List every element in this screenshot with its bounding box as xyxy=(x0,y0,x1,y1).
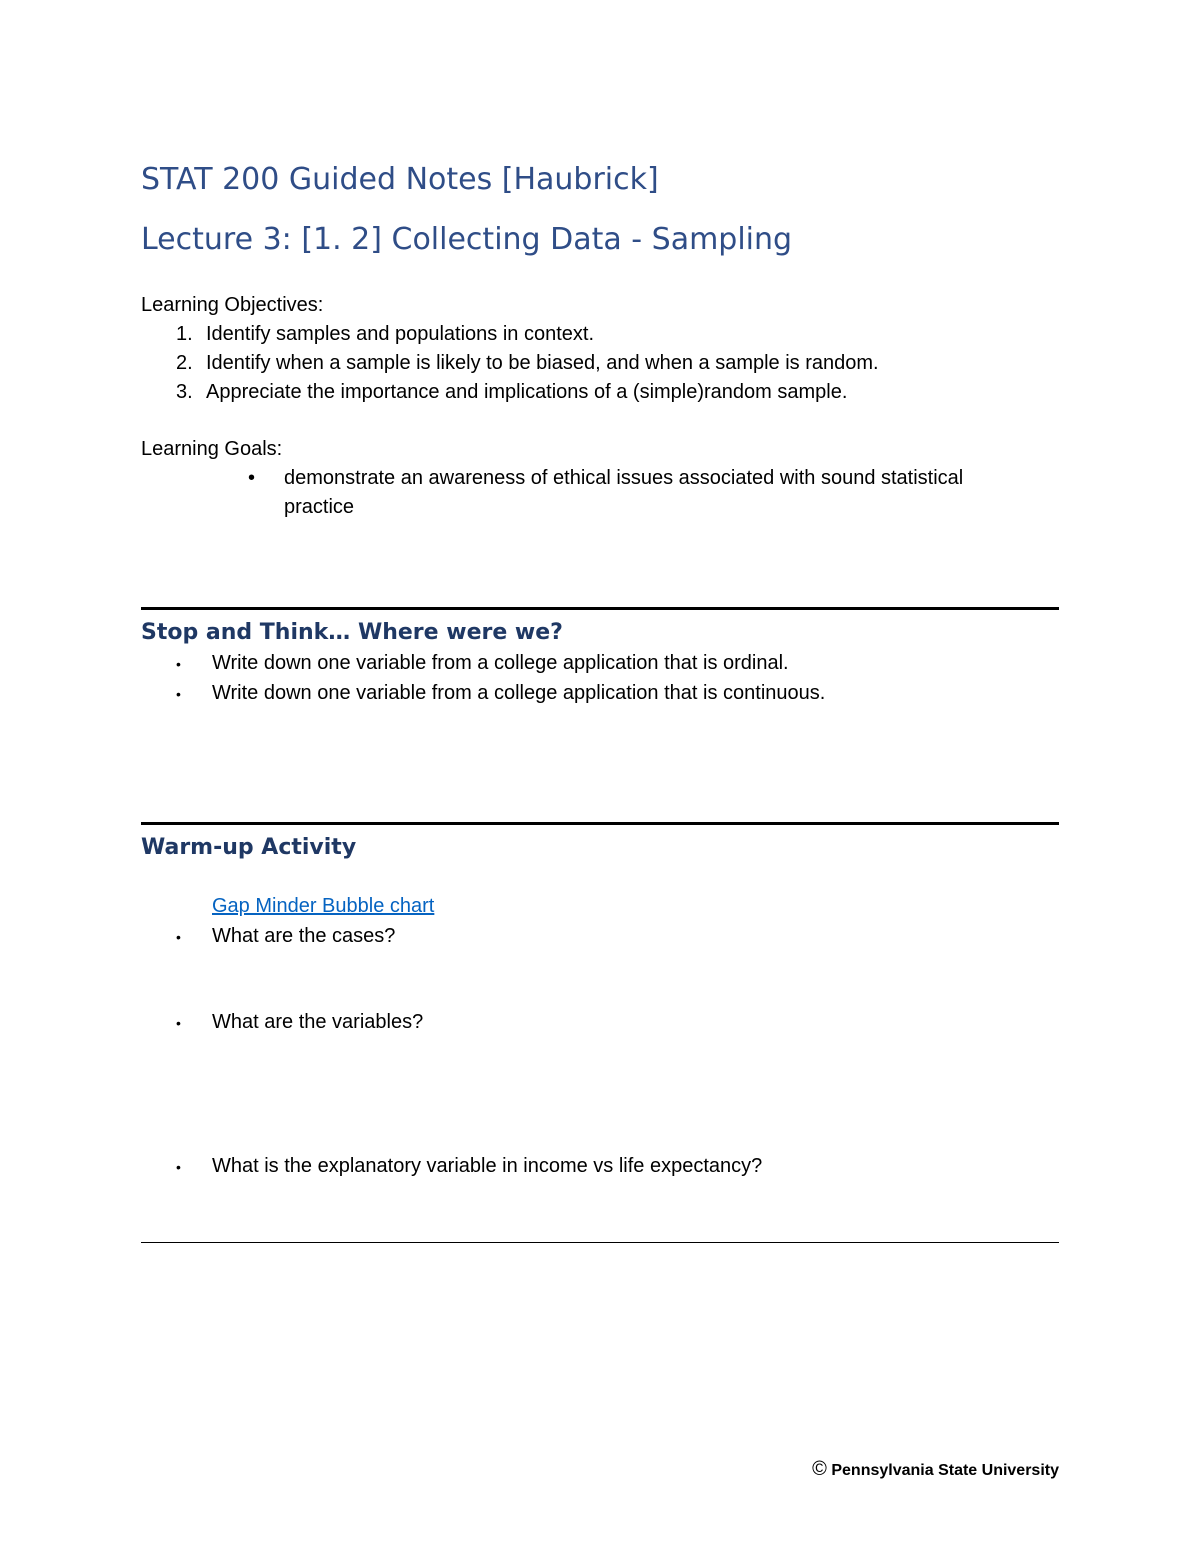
objective-number: 1. xyxy=(176,323,193,345)
bullet-icon: • xyxy=(176,929,181,945)
bullet-icon: • xyxy=(248,467,256,489)
objective-number: 2. xyxy=(176,352,193,374)
warmup-question: What are the variables? xyxy=(212,1011,424,1033)
section-divider xyxy=(141,607,1059,610)
gapminder-link[interactable]: Gap Minder Bubble chart xyxy=(212,895,435,917)
objective-item xyxy=(176,378,847,407)
objective-item xyxy=(176,320,594,349)
lecture-title: Lecture 3: [1. 2] Collecting Data - Sampling xyxy=(141,222,793,257)
footer-copyright xyxy=(812,1458,1059,1481)
objective-number: 3. xyxy=(176,381,193,403)
objective-text: Appreciate the importance and implications of a (simple)random sample. xyxy=(206,381,848,403)
stop-think-item: Write down one variable from a college application that is ordinal. xyxy=(212,652,789,674)
objective-text: Identify when a sample is likely to be biased, and when a sample is random. xyxy=(206,352,879,374)
goal-text-line2: practice xyxy=(284,496,355,518)
document-title: STAT 200 Guided Notes [Haubrick] xyxy=(141,162,659,197)
footer-text: Pennsylvania State University xyxy=(831,1462,1059,1479)
bullet-icon: • xyxy=(176,686,181,702)
warmup-question: What are the cases? xyxy=(212,925,396,947)
bullet-icon: • xyxy=(176,656,181,672)
section-divider xyxy=(141,1242,1059,1243)
section-divider xyxy=(141,822,1059,825)
goal-text-line1: demonstrate an awareness of ethical issues associated with sound statistical xyxy=(284,467,964,489)
copyright-icon: © xyxy=(812,1458,827,1480)
warmup-question: What is the explanatory variable in income vs life expectancy? xyxy=(212,1155,763,1177)
bullet-icon: • xyxy=(176,1159,181,1175)
goals-label: Learning Goals: xyxy=(141,438,283,460)
objective-item xyxy=(176,349,879,378)
stop-think-heading: Stop and Think… Where were we? xyxy=(141,620,563,645)
objectives-label: Learning Objectives: xyxy=(141,294,324,316)
stop-think-item: Write down one variable from a college application that is continuous. xyxy=(212,682,826,704)
warmup-heading: Warm-up Activity xyxy=(141,835,357,860)
objective-text: Identify samples and populations in context. xyxy=(206,323,595,345)
bullet-icon: • xyxy=(176,1015,181,1031)
